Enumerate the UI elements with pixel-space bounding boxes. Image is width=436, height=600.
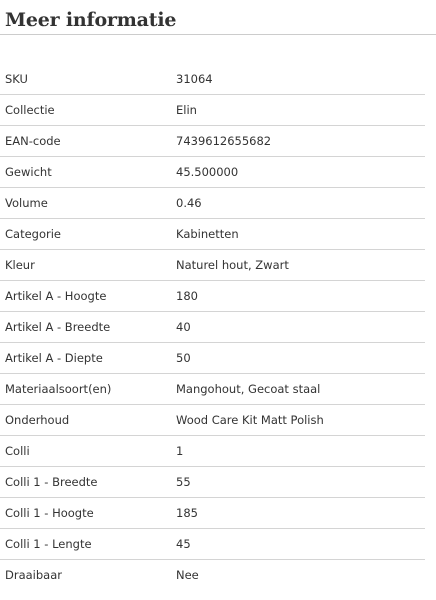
spec-value: 45.500000 (176, 165, 239, 179)
spec-value: Naturel hout, Zwart (176, 258, 289, 272)
spec-row-volume (0, 188, 425, 219)
spec-value: 55 (176, 475, 191, 489)
spec-label: Onderhoud (5, 413, 70, 427)
spec-label: Materiaalsoort(en) (5, 382, 112, 396)
spec-label: Colli 1 - Hoogte (5, 506, 94, 520)
spec-value: Kabinetten (176, 227, 239, 241)
title-divider (0, 34, 436, 35)
spec-label: Artikel A - Breedte (5, 320, 111, 334)
spec-row-categorie (0, 219, 425, 250)
spec-value: 180 (176, 289, 198, 303)
spec-row-colli-1-hoogte (0, 498, 425, 529)
spec-row-sku (0, 64, 425, 95)
spec-row-collectie (0, 95, 425, 126)
spec-label: Kleur (5, 258, 35, 272)
spec-row-artikel-a-diepte (0, 343, 425, 374)
spec-value: Mangohout, Gecoat staal (176, 382, 321, 396)
spec-row-colli-1-breedte (0, 467, 425, 498)
spec-value: Elin (176, 103, 197, 117)
spec-value: 0.46 (176, 196, 202, 210)
spec-label: Draaibaar (5, 568, 62, 582)
spec-label: Volume (5, 196, 48, 210)
specifications-table (0, 64, 425, 590)
spec-row-gewicht (0, 157, 425, 188)
spec-value: 7439612655682 (176, 134, 272, 148)
spec-value: 31064 (176, 72, 213, 86)
spec-value: 40 (176, 320, 191, 334)
spec-row-onderhoud (0, 405, 425, 436)
spec-row-kleur (0, 250, 425, 281)
spec-label: Artikel A - Diepte (5, 351, 103, 365)
spec-row-ean-code (0, 126, 425, 157)
spec-value: Wood Care Kit Matt Polish (176, 413, 324, 427)
spec-row-draaibaar (0, 560, 425, 590)
spec-value: 1 (176, 444, 184, 458)
spec-row-materiaalsoorten (0, 374, 425, 405)
spec-label: SKU (5, 72, 28, 86)
spec-label: Colli 1 - Breedte (5, 475, 98, 489)
spec-label: Collectie (5, 103, 55, 117)
spec-row-artikel-a-breedte (0, 312, 425, 343)
spec-label: Artikel A - Hoogte (5, 289, 107, 303)
spec-row-colli (0, 436, 425, 467)
spec-label: Gewicht (5, 165, 52, 179)
spec-label: Colli 1 - Lengte (5, 537, 92, 551)
spec-value: 50 (176, 351, 191, 365)
spec-value: 185 (176, 506, 198, 520)
spec-row-artikel-a-hoogte (0, 281, 425, 312)
spec-label: Categorie (5, 227, 61, 241)
section-title: Meer informatie (5, 9, 177, 31)
spec-label: Colli (5, 444, 30, 458)
spec-row-colli-1-lengte (0, 529, 425, 560)
spec-value: 45 (176, 537, 191, 551)
spec-value: Nee (176, 568, 199, 582)
spec-label: EAN-code (5, 134, 61, 148)
